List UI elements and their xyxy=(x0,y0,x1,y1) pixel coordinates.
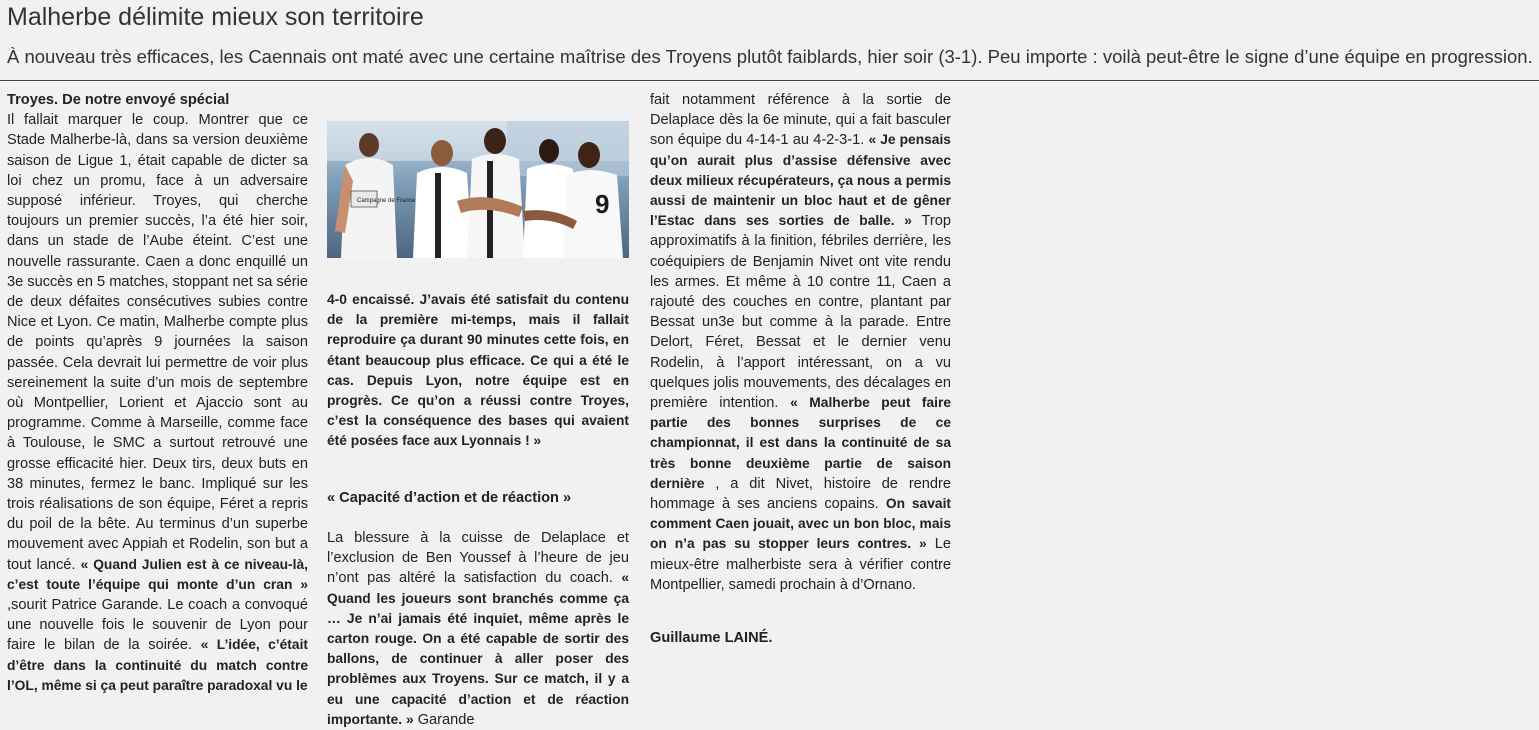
match-photo xyxy=(327,121,629,258)
article-column-2-continued xyxy=(327,528,629,730)
article-standfirst: À nouveau très efficaces, les Caennais ont maté avec une certaine maîtrise des Troyens plutôt faiblards, hier soir (3-1). Peu importe : voilà peut-être le signe d’une équipe en progression. xyxy=(7,46,1533,67)
body-text: Il fallait marquer le coup. Montrer que ce Stade Malherbe-là, dans sa version deuxième saison de Ligue 1, était capable de dicter sa loi chez un promu, face à un adversaire supposé inférieur. Troyes, qui cherche toujours un premier succès, l’a été hier soir, dans un stade de l’Aube éteint. C’est une nouvelle rassurante. Caen a donc enquillé un 3e succès en 5 matches, stoppant net sa série de deux défaites consécutives subies contre Nice et Lyon. Ce matin, Malherbe compte plus de points qu’après 9 journées la saison passée. Cela devrait lui permettre de voir plus sereinement la suite d’un mois de septembre où Montpellier, Lorient et Ajaccio sont au programme. Comme à Marseille, comme face à Toulouse, le SMC a surtout retrouvé une grosse efficacité hier. Deux tirs, deux buts en 38 minutes, fermez le banc. Impliqué sur les trois réalisations de son équipe, Féret a repris du poil de la bête. Au terminus d’un superbe mouvement avec Appiah et Rodelin, son but a tout lancé. xyxy=(7,112,308,573)
quote-text: On savait comment Caen jouait, avec un bon bloc, mais on n’a pas su stopper leurs contres. » xyxy=(650,496,951,552)
body-text: fait notamment référence à la sortie de Delaplace dès la 6e minute, qui a fait basculer son équipe du 4-14-1 au 4-2-3-1. xyxy=(650,92,951,149)
quote-text: « L’idée, c’était d’être dans la continuité du match contre l’OL, même si ça peut paraître paradoxal vu le xyxy=(7,637,308,693)
article-title: Malherbe délimite mieux son territoire xyxy=(7,3,424,31)
article-column-1 xyxy=(7,90,308,696)
quote-text: « Malherbe peut faire partie des bonnes surprises de ce championnat, il est dans la continuité de sa très bonne deuxième partie de saison dernière xyxy=(650,395,951,491)
author-byline: Guillaume LAINÉ. xyxy=(650,630,773,646)
quote-text: « Quand les joueurs sont branchés comme ça … Je n’ai jamais été inquiet, même après le carton rouge. On a été capable de sortir des ballons, de continuer à aller poser des problèmes aux Troyens. Sur ce match, il y a eu une capacité d’action et de réaction importante. » xyxy=(327,570,629,727)
players-celebrating-image xyxy=(327,121,629,258)
article-column-3 xyxy=(650,90,951,595)
quote-text: « Quand Julien est à ce niveau-là, c’est toute l’équipe qui monte d’un cran » xyxy=(7,556,308,592)
body-text: Garande xyxy=(413,711,475,728)
header-divider xyxy=(0,80,1539,81)
dateline: Troyes. De notre envoyé spécial xyxy=(7,92,230,108)
body-text: ,sourit Patrice Garande. Le coach a convoqué une nouvelle fois le souvenir de Lyon pour faire le bilan de la soirée. xyxy=(7,597,308,654)
shirt-number: 9 xyxy=(595,189,610,219)
article-column-2 xyxy=(327,290,629,452)
body-text: Le mieux-être malherbiste sera à vérifier contre Montpellier, samedi prochain à d’Ornano. xyxy=(650,536,951,593)
section-subheading: « Capacité d’action et de réaction » xyxy=(327,490,572,506)
body-text: Trop approximatifs à la finition, fébriles derrière, les coéquipiers de Benjamin Nivet ont vite rendu les armes. Et même à 10 contre 11, Caen a rajouté des couches en contre, plantant par Bessat un3e but comme à la parade. Entre Delort, Féret, Bessat et le dernier venu Rodelin, à l’apport intéressant, on a vu quelques jolis mouvements, des décalages en première intention. xyxy=(650,213,951,412)
quote-text: « Je pensais qu’on aurait plus d’assise défensive avec deux milieux récupérateurs, ça nous a permis aussi de maintenir un bloc haut et de gêner l’Estac dans ses sorties de balle. » xyxy=(650,132,951,229)
body-text: La blessure à la cuisse de Delaplace et l’exclusion de Ben Youssef à l’heure de jeu n’ont pas altéré la satisfaction du coach. xyxy=(327,530,629,587)
quote-text: 4-0 encaissé. J’avais été satisfait du contenu de la première mi-temps, mais il fallait reproduire ça durant 90 minutes cette fois, en étant beaucoup plus efficace. Ce qui a été le cas. Depuis Lyon, notre équipe est en progrès. Ce qu’on a réussi contre Troyes, c’est la conséquence des bases qui avaient été posées face aux Lyonnais ! » xyxy=(327,292,629,449)
shirt-sponsor: Campagne de France xyxy=(357,198,416,204)
body-text: , a dit Nivet, histoire de rendre hommage à ses anciens copains. xyxy=(650,475,951,513)
